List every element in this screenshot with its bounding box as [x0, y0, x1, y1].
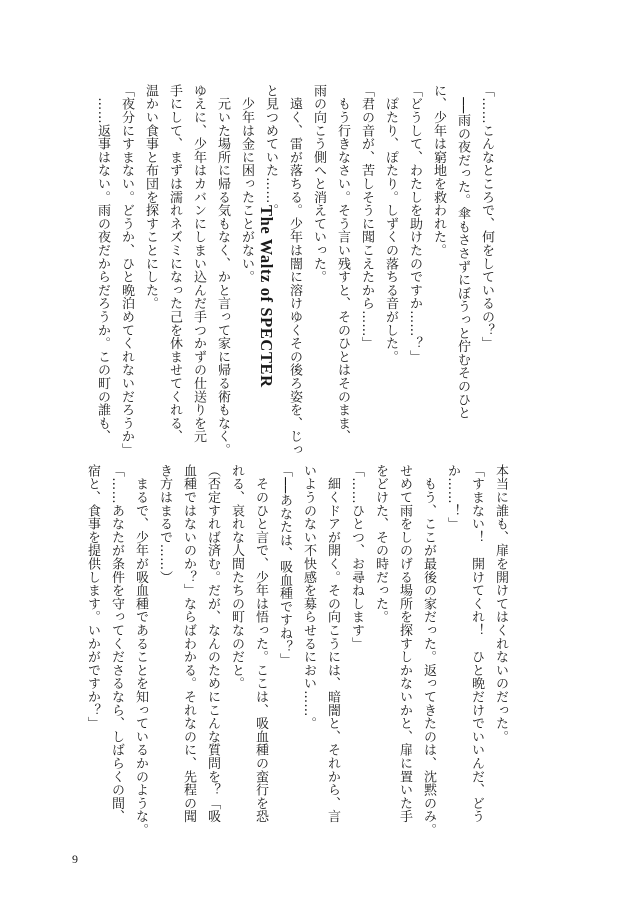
text-line: （否定すれば済む。だが、なんのためにこんな質問を？「吸: [205, 464, 220, 824]
text-line: 「どうして、わたしを助けたのですか……？」: [407, 84, 422, 364]
text-line: 「……ひとつ、お尋ねします」: [349, 464, 364, 651]
page-number: 9: [72, 852, 78, 866]
text-line: ……返事はない。雨の夜だからだろうか。この町の誰も、: [95, 84, 110, 444]
chapter-title: The Waltz of SPECTER: [257, 205, 276, 388]
text-line: 血種ではないのか？」ならばわかる。それなのに、先程の聞: [181, 464, 196, 824]
text-line: 少年は金に困ったことがない。: [239, 84, 254, 284]
text-line: き方はまるで……）: [157, 464, 172, 584]
text-line: れる、哀れな人間たちの町なのだと。: [229, 464, 244, 691]
text-line: ──雨の夜だった。傘もささずにぼうっと佇むそのひと: [455, 84, 470, 420]
text-line: 温かい食事と布団を探すことにした。: [143, 84, 158, 311]
text-line: 雨の向こう側へと消えていった。: [311, 84, 326, 284]
text-line: せめて雨をしのげる場所を探すしかないかと、扉に置いた手: [397, 464, 412, 824]
text-line: 遠く、雷が落ちる。少年は闇に溶けゆくその後ろ姿を、じっ: [287, 84, 302, 457]
text-line: まるで、少年が吸血種であることを知っているかのような。: [133, 464, 148, 837]
text-line: もう行きなさい。そう言い残すと、そのひとはそのまま、: [335, 84, 350, 444]
text-line: ゆえに、少年はカバンにしまい込んだ手つかずの仕送りを元: [191, 84, 206, 444]
upper-text-block: [86, 84, 498, 457]
text-line: 手にして、まずは濡れネズミになった己を休ませてくれる、: [167, 84, 182, 444]
lower-text-block: [72, 464, 512, 837]
text-line: 元いた場所に帰る気もなく、かと言って家に帰る術もなく。: [215, 84, 230, 457]
text-line: 「……あなたが条件を守ってくださるなら、しばらくの間、: [109, 464, 124, 824]
text-line: いようのない不快感を募らせるにおい……。: [301, 464, 316, 730]
text-line: もう、ここが最後の家だった。返ってきたのは、沈黙のみ。: [421, 464, 436, 837]
text-line: 「夜分にすまない。どうか、ひと晩泊めてくれないだろうか」: [119, 84, 134, 457]
text-line: 細くドアが開く。その向こうには、暗闇と、それから、言: [325, 464, 340, 824]
text-line: に、少年は窮地を救われた。: [431, 84, 446, 257]
text-line: 「──あなたは、吸血種ですね？」: [277, 464, 292, 667]
text-line: 「君の音が、苦しそうに聞こえたから……」: [359, 84, 374, 350]
text-line: 「……こんなところで、何をしているの？」: [479, 84, 494, 350]
text-line: 宿と、食事を提供します。いかがですか？」: [85, 464, 100, 730]
text-line: と見つめていた……。: [263, 84, 278, 217]
text-line: 「すまない！ 開けてくれ！ ひと晩だけでいいんだ、どう: [469, 464, 484, 824]
text-line: をどけた、その時だった。: [373, 464, 388, 624]
text-line: 本当に誰も、扉を開けてはくれないのだった。: [493, 464, 508, 744]
text-line: そのひと言で、少年は悟った。ここは、吸血種の蛮行を恐: [253, 464, 268, 824]
text-line: ぽたり、ぽたり。しずくの落ちる音がした。: [383, 84, 398, 364]
text-line: か……！」: [445, 464, 460, 531]
